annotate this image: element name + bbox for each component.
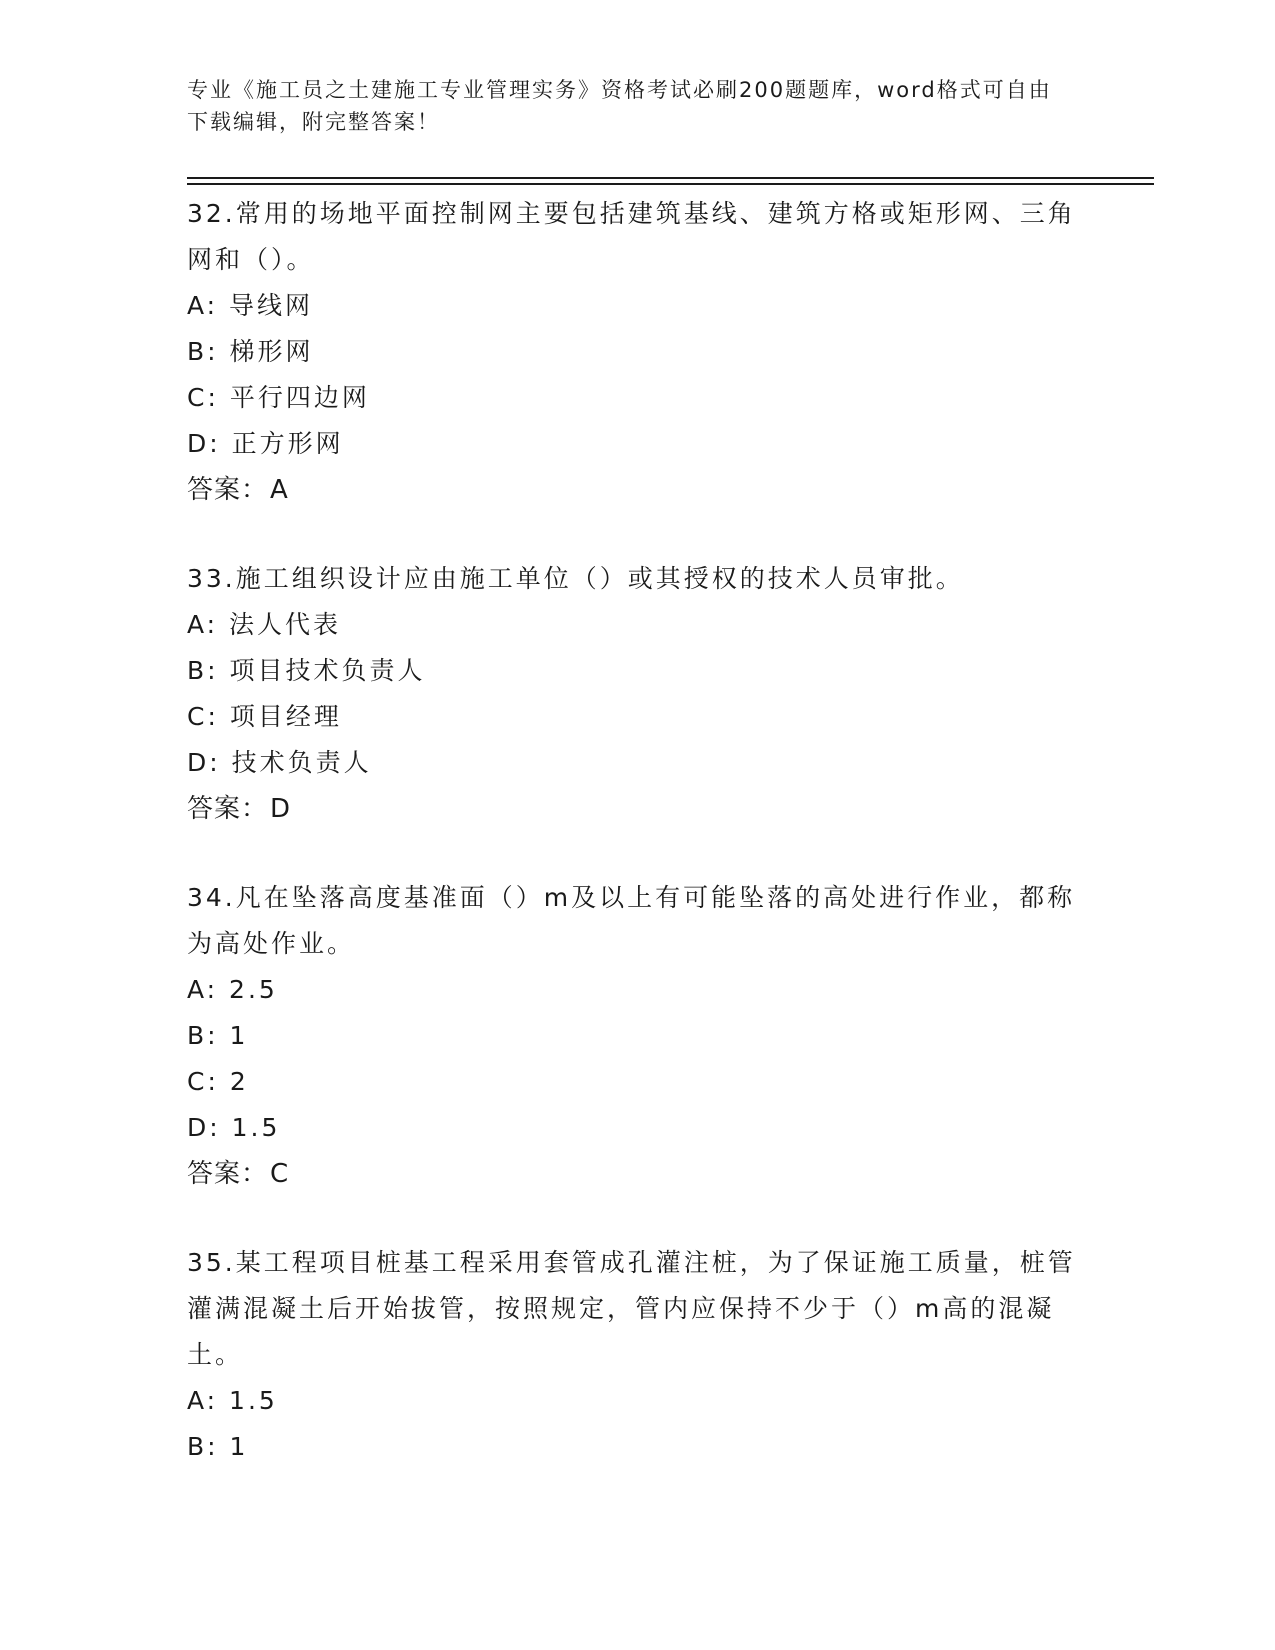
option-a: A: 1.5 [187, 1386, 278, 1415]
document-header: 专业《施工员之土建施工专业管理实务》资格考试必刷200题题库，word格式可自由下载编辑，附完整答案！ [187, 78, 1052, 134]
option-d: D: 正方形网 [187, 429, 344, 458]
option-c: C: 平行四边网 [187, 383, 370, 412]
answer-line [187, 467, 1087, 513]
header-divider-bottom [187, 183, 1154, 185]
question-32 [187, 191, 1087, 513]
option-b: B: 1 [187, 1432, 249, 1461]
question-33 [187, 556, 1087, 832]
answer-label: 答案： [187, 1159, 269, 1189]
answer-line [187, 786, 1087, 832]
option-a: A: 2.5 [187, 975, 278, 1004]
answer-value: A [270, 475, 289, 505]
question-stem: 35.某工程项目桩基工程采用套管成孔灌注桩，为了保证施工质量，桩管灌满混凝土后开始拔管，按照规定，管内应保持不少于（）m高的混凝土。 [187, 1248, 1076, 1369]
question-stem: 33.施工组织设计应由施工单位（）或其授权的技术人员审批。 [187, 564, 964, 593]
answer-value: C [270, 1159, 290, 1189]
header-divider-top [187, 177, 1154, 179]
question-stem: 34.凡在坠落高度基准面（）m及以上有可能坠落的高处进行作业，都称为高处作业。 [187, 883, 1076, 958]
question-34 [187, 875, 1087, 1197]
answer-line [187, 1151, 1087, 1197]
option-a: A: 导线网 [187, 291, 314, 320]
question-35 [187, 1240, 1087, 1470]
option-d: D: 技术负责人 [187, 748, 372, 777]
question-list [187, 191, 1087, 1513]
answer-label: 答案： [187, 475, 269, 505]
option-c: C: 2 [187, 1067, 249, 1096]
option-b: B: 1 [187, 1021, 249, 1050]
option-c: C: 项目经理 [187, 702, 342, 731]
option-a: A: 法人代表 [187, 610, 342, 639]
answer-value: D [270, 794, 292, 824]
option-b: B: 梯形网 [187, 337, 314, 366]
question-stem: 32.常用的场地平面控制网主要包括建筑基线、建筑方格或矩形网、三角网和（）。 [187, 199, 1076, 274]
answer-label: 答案： [187, 794, 269, 824]
option-d: D: 1.5 [187, 1113, 281, 1142]
option-b: B: 项目技术负责人 [187, 656, 426, 685]
